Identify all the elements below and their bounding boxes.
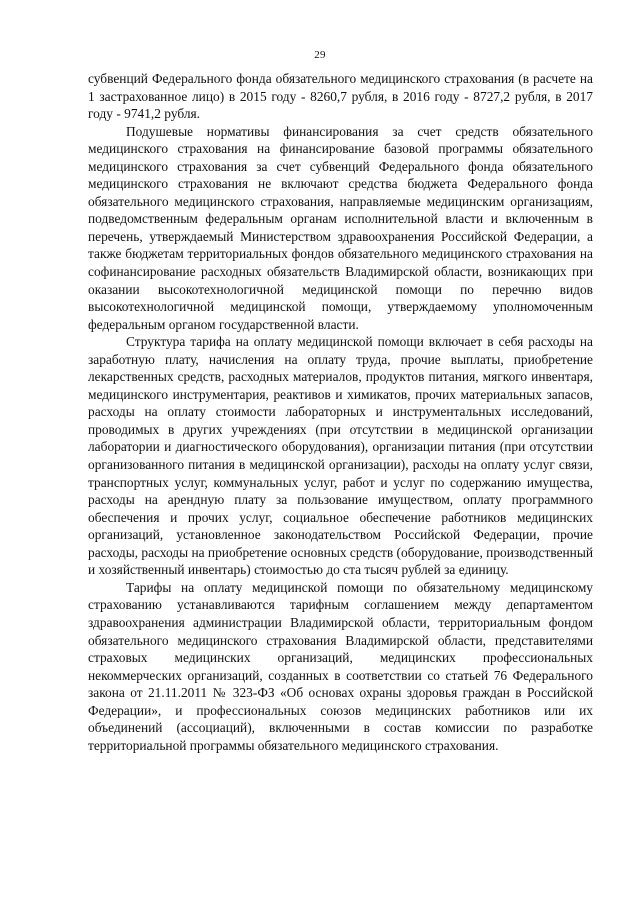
- page-body: [88, 70, 593, 754]
- page-number: 29: [314, 49, 326, 61]
- paragraph-tariff-structure: Структура тарифа на оплату медицинской помощи включает в себя расходы на заработную плату, начисления на оплату труда, прочие выплаты, приобретение лекарственных средств, расходных материалов, продуктов питания, мягкого инвентаря, медицинского инструментария, реактивов и химикатов, прочих материальных запасов, расходы на оплату стоимости лабораторных и инструментальных исследований, проводимых в других учреждениях (при отсутствии в медицинской организации лаборатории и диагностического оборудования), организации питания (при отсутствии организованного питания в медицинской организации), расходы на оплату услуг связи, транспортных услуг, коммунальных услуг, работ и услуг по содержанию имущества, расходы на арендную плату за пользование имуществом, оплату программного обеспечения и прочих услуг, социальное обеспечение работников медицинских организаций, установленное законодательством Российской Федерации, прочие расходы, расходы на приобретение основных средств (оборудование, производственный и хозяйственный инвентарь) стоимостью до ста тысяч рублей за единицу.: [88, 334, 594, 578]
- paragraph-per-capita-standards: Подушевые нормативы финансирования за счет средств обязательного медицинского страхования на финансирование базовой программы обязательного медицинского страхования за счет субвенций Федерального фонда обязательного медицинского страхования не включают средства бюджета Федерального фонда обязательного медицинского страхования, направляемые медицинским организациям, подведомственным федеральным органам исполнительной власти и включенным в перечень, утверждаемый Министерством здравоохранения Российской Федерации, а также бюджетам территориальных фондов обязательного медицинского страхования на софинансирование расходных обязательств Владимирской области, возникающих при оказании высокотехнологичной медицинской помощи по перечню видов высокотехнологичной медицинской помощи, утверждаемому уполномоченным федеральным органом государственной власти.: [88, 123, 593, 332]
- paragraph-tariff-agreement: Тарифы на оплату медицинской помощи по обязательному медицинскому страхованию устанавливаются тарифным соглашением между департаментом здравоохранения администрации Владимирской области, территориальным фондом обязательного медицинского страхования Владимирской области, представителями страховых медицинских организаций, медицинских профессиональных некоммерческих организаций, созданных в соответствии со статьей 76 Федерального закона от 21.11.2011 № 323-ФЗ «Об основах охраны здоровья граждан в Российской Федерации», и профессиональных союзов медицинских работников или их объединений (ассоциаций), включенными в состав комиссии по разработке территориальной программы обязательного медицинского страхования.: [88, 579, 593, 753]
- paragraph-subventions-continued: субвенций Федерального фонда обязательного медицинского страхования (в расчете на 1 застрахованное лицо) в 2015 году - 8260,7 рубля, в 2016 году - 8727,2 рубля, в 2017 году - 9741,2 рубля.: [88, 71, 593, 122]
